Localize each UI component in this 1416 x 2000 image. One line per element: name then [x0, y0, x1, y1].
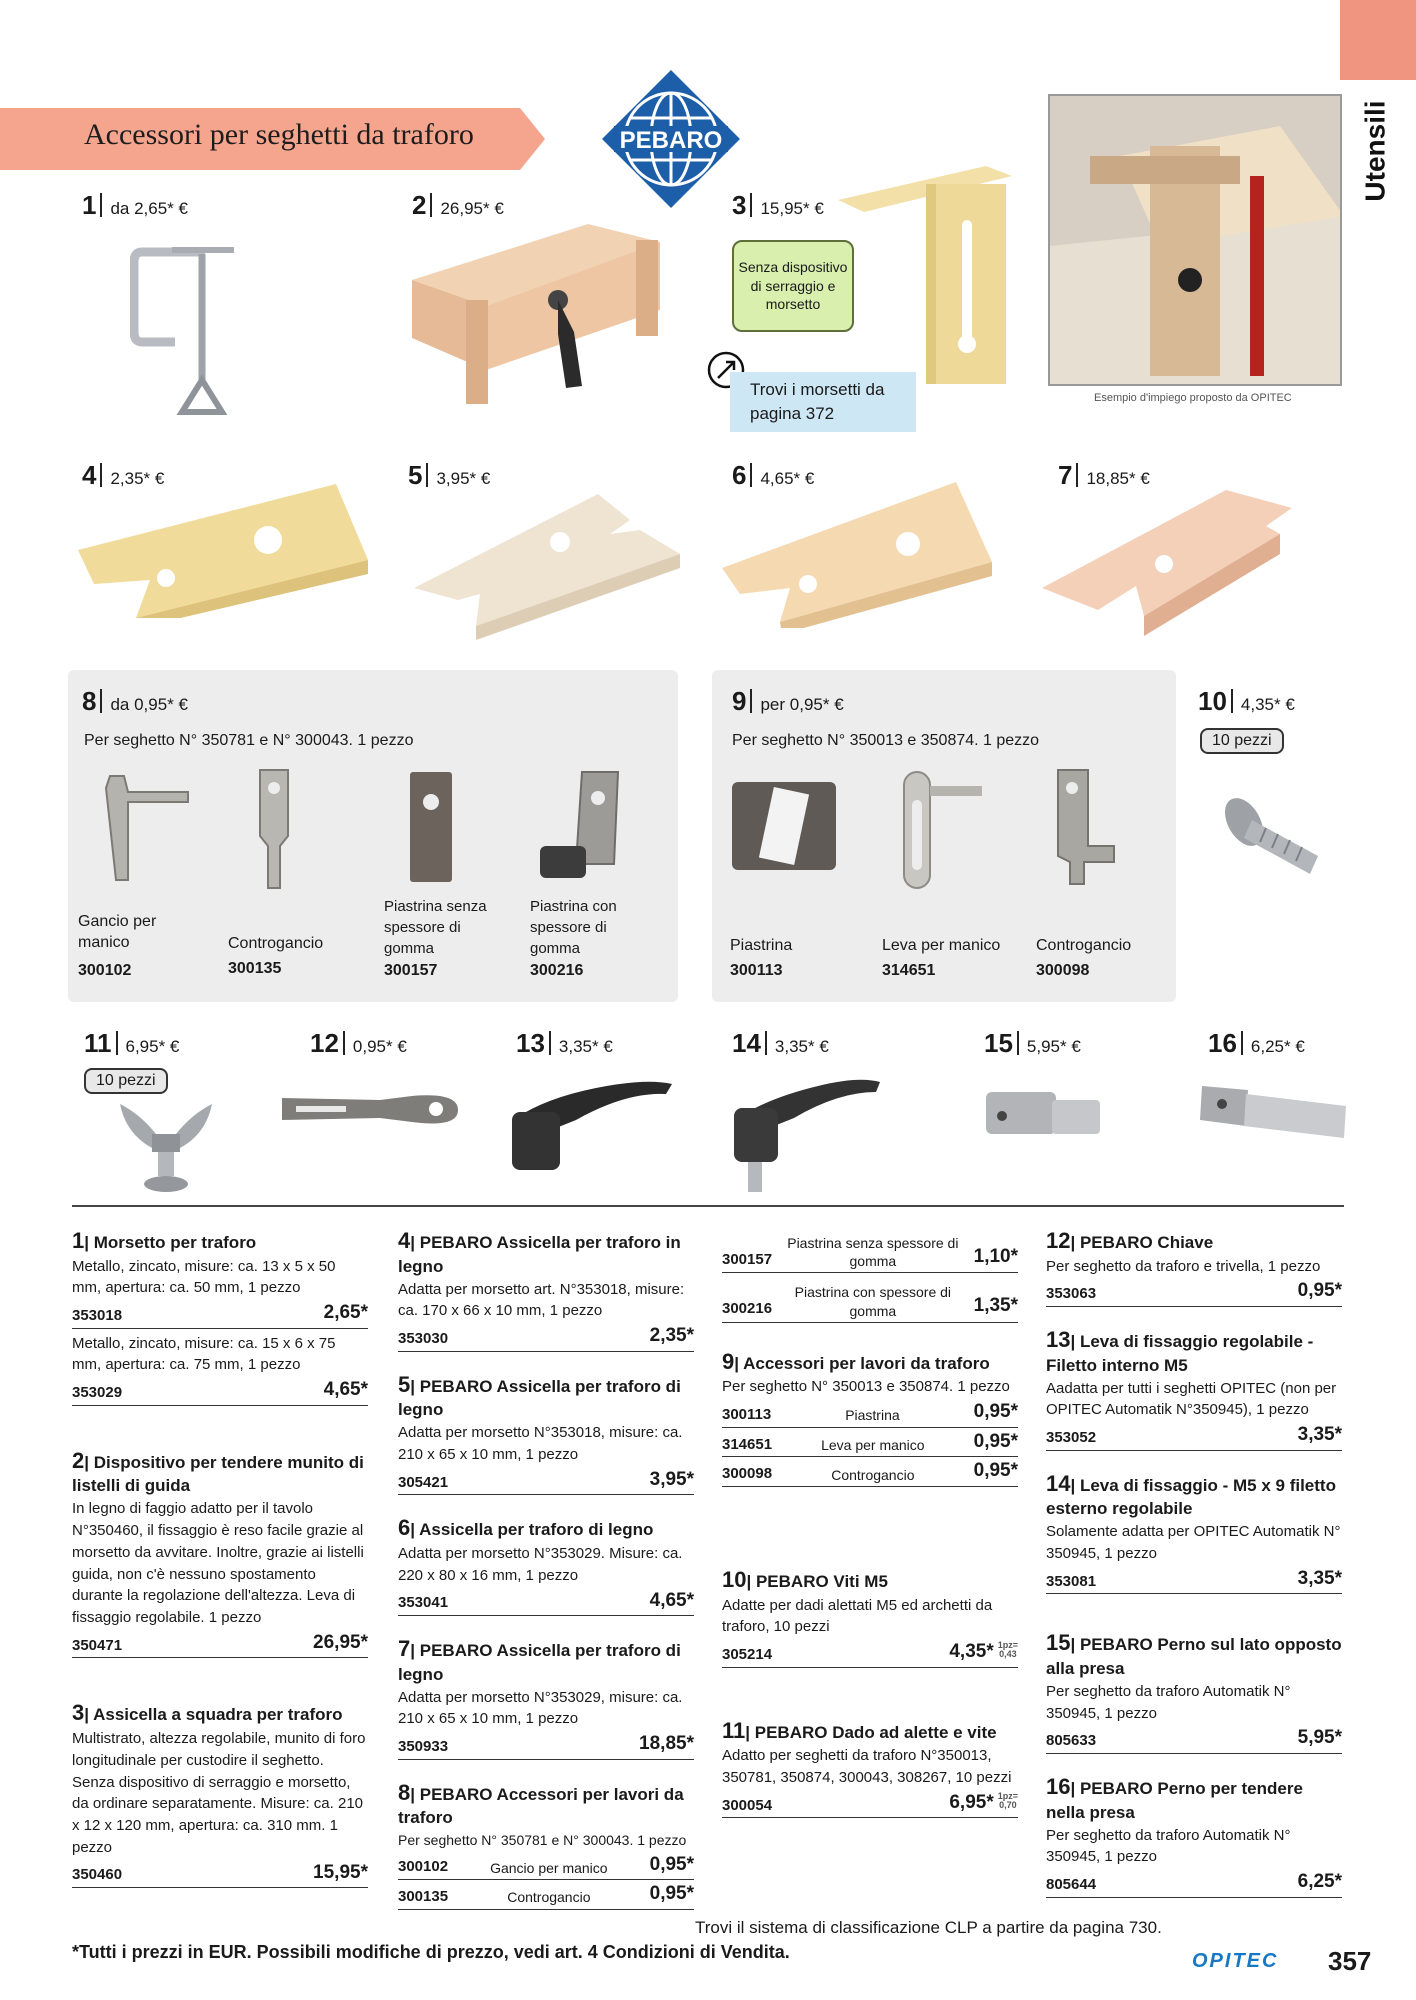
clp-note: Trovi il sistema di classificazione CLP a partire da pagina 730. — [695, 1918, 1162, 1937]
box8-item-label: Controgancio — [228, 935, 324, 952]
square-board-image — [836, 160, 1016, 390]
item-heading-10: 10| PEBARO Viti M5 — [722, 1566, 888, 1592]
box8-item-code: 300135 — [228, 960, 282, 977]
plate-image — [730, 780, 838, 872]
pin-opposite-image — [982, 1086, 1104, 1150]
note-see-clamps: Trovi i morsetti da pagina 372 — [730, 372, 916, 432]
handle-lever-image — [896, 770, 986, 892]
board-image-5 — [410, 490, 682, 640]
key-image — [280, 1090, 460, 1128]
item-heading-7: 7| PEBARO Assicella per traforo di legno — [398, 1636, 681, 1684]
board-image-7 — [1040, 480, 1294, 636]
item-heading-13: 13| Leva di fissaggio regolabile - Filetto interno M5 — [1046, 1326, 1314, 1375]
svg-text:PEBARO: PEBARO — [619, 127, 723, 154]
box9-title: Per seghetto N° 350013 e 350874. 1 pezzo — [732, 732, 1040, 749]
pin-tension-image — [1198, 1080, 1348, 1152]
description-column-4: 12| PEBARO Chiave Per seghetto da traforo e trivella, 1 pezzo 353063 0,95* 13| Leva di fissaggio regolabile - Filetto interno M5 Aadatta per tutti i seghetti OPITEC (non per OPITEC Automatik N°350945), 1 pezzo 353052 3,35* 14| Leva di fissaggio - M5 x 9 filetto esterno regolabile Solamente adatta per OPITEC Automatik N° 350945, 1 pezzo 353081 3,35* 15| PEBARO Perno sul lato opposto alla presa Per seghetto da traforo Automatik N° 350945, 1 pezzo 805633 5,95* 16| PEBARO Perno per tendere nella presa Per seghetto da traforo Automatik N° 350945, 1 pezzo 805644 6,25* — [1046, 1226, 1342, 1898]
photo-caption: Esempio d'impiego proposto da OPITEC — [1094, 392, 1292, 404]
product-label-16: 16 6,25* € — [1208, 1028, 1305, 1058]
item-heading-1: 1| Morsetto per traforo — [72, 1228, 257, 1253]
description-column-2: 4| PEBARO Assicella per traforo in legno Adatta per morsetto art. N°353018, misure: ca. 170 x 66 x 10 mm, 1 pezzo 353030 2,35* 5| PEBARO Assicella per traforo di legno Adatta per morsetto N°353018, misure: ca. 210 x 65 x 10 mm, 1 pezzo 305421 3,95* 6| Assicella per traforo di legno Adatta per morsetto N°353029. Misure: ca. 220 x 80 x 16 mm, 1 pezzo 353041 4,65* 7| PEBARO Assicella per traforo di legno Adatta per morsetto N°353029, misure: ca. 210 x 65 x 10 mm, 1 pezzo 350933 18,85* 8| PEBARO Accessori per lavori da traforo Per seghetto N° 350781 e N° 300043. 1 pezzo 300102 Gancio per manico 0,95* 300135 Controgancio 0,95* — [398, 1226, 694, 1910]
product-label-14: 14 3,35* € — [732, 1028, 829, 1058]
product-label-3: 3 15,95* € — [732, 190, 824, 220]
product-label-15: 15 5,95* € — [984, 1028, 1081, 1058]
note-no-clamp: Senza dispositivo di serraggio e morsetto — [732, 240, 854, 332]
product-label-11: 11 6,95* € — [84, 1028, 180, 1058]
product-label-10: 10 4,35* € — [1198, 686, 1295, 716]
opitec-brand: OPITEC — [1192, 1950, 1279, 1972]
screw-image — [1222, 790, 1328, 886]
box8-item-code: 300216 — [530, 962, 584, 979]
board-image-4 — [76, 478, 370, 618]
item-heading-16: 16| PEBARO Perno per tendere nella presa — [1046, 1774, 1303, 1822]
plate-no-rubber-image — [406, 770, 456, 886]
description-column-3: 300157 Piastrina senza spessore di gomma 1,10* 300216 Piastrina con spessore di gomma 1,35* 9| Accessori per lavori da traforo Per seghetto N° 350013 e 350874. 1 pezzo 300113 Piastrina 0,95* 314651 Leva per manico 0,95* 300098 Controgancio 0,95* 10| PEBARO Viti M5 Adatte per dadi alettati M5 ed archetti da traforo, 10 pezzi 305214 4,35* 1pz= 0,43 11| PEBARO Dado ad alette e vite Adatto per seghetti da traforo N°350013, 350781, 350874, 300043, 308267, 10 pezzi 300054 6,95* 1pz= 0,70 — [722, 1234, 1018, 1818]
product-label-5: 5 3,95* € — [408, 460, 491, 490]
counter-hook-image-9 — [1054, 766, 1122, 894]
lever-internal-image — [506, 1068, 676, 1178]
counter-hook-image — [256, 766, 292, 896]
item-heading-12: 12| PEBARO Chiave — [1046, 1228, 1214, 1253]
handle-hook-image — [98, 768, 192, 888]
box9-item-code: 300113 — [730, 962, 783, 979]
item-heading-15: 15| PEBARO Perno sul lato opposto alla presa — [1046, 1630, 1342, 1679]
box9-item-code: 300098 — [1036, 962, 1090, 979]
corner-tab — [1340, 0, 1416, 80]
section-divider — [72, 1205, 1344, 1207]
product-label-12: 12 0,95* € — [310, 1028, 407, 1058]
item-heading-5: 5| PEBARO Assicella per traforo di legno — [398, 1371, 681, 1420]
product-label-7: 7 18,85* € — [1058, 460, 1150, 490]
item-heading-6: 6| Assicella per traforo di legno — [398, 1515, 654, 1541]
box8-item-label: Piastrina senza spessore di gomma — [384, 898, 487, 957]
item-heading-4: 4| PEBARO Assicella per traforo in legno — [398, 1228, 681, 1276]
box8-item-code: 300157 — [384, 962, 438, 979]
box9-item-label: Leva per manico — [882, 937, 1001, 954]
usage-example-photo — [1048, 94, 1342, 386]
box8-title: Per seghetto N° 350781 e N° 300043. 1 pezzo — [84, 732, 414, 749]
box9-item-label: Piastrina — [730, 937, 793, 954]
board-image-6 — [720, 478, 998, 628]
tensioning-device-image — [408, 210, 668, 410]
price-footnote: *Tutti i prezzi in EUR. Possibili modifiche di prezzo, vedi art. 4 Condizioni di Vendita. — [72, 1942, 790, 1962]
product-label-4: 4 2,35* € — [82, 460, 165, 490]
box9-item-code: 314651 — [882, 962, 936, 979]
box8-item-code: 300102 — [78, 962, 132, 979]
description-column-1: 1| Morsetto per traforo Metallo, zincato, misure: ca. 13 x 5 x 50 mm, apertura: ca. 50 mm, 1 pezzo 353018 2,65* Metallo, zincato, misure: ca. 15 x 6 x 75 mm, apertura: ca. 75 mm, 1 pezzo 353029 4,65* 2| Dispositivo per tendere munito di listelli di guida In legno di faggio adatto per il tavolo N°350460, il fissaggio è reso facile grazie al morsetto da avvitare. Inoltre, grazie ai listelli guida, non c'è nessuno spostamento durante la regolazione dell'altezza. Leva di fissaggio regolabile. 1 pezzo 350471 26,95* 3| Assicella a squadra per traforo Multistrato, altezza regolabile, munito di foro longitudinale per custodire il seghetto. Senza dispositivo di serraggio e morsetto, da ordinare separatamente. Misure: ca. 210 x 12 x 120 mm, apertura: ca. 310 mm. 1 pezzo 350460 15,95* — [72, 1226, 368, 1888]
wing-nut-image — [116, 1090, 216, 1194]
item-heading-8: 8| PEBARO Accessori per lavori da traforo — [398, 1779, 684, 1828]
lever-external-image — [728, 1068, 884, 1198]
page-title: Accessori per seghetti da traforo — [84, 118, 474, 151]
box8-item-label: Gancio per manico — [78, 913, 157, 951]
quantity-badge: 10 pezzi — [84, 1068, 168, 1094]
box9-item-label: Controgancio — [1036, 937, 1132, 954]
section-label: Utensili — [1360, 100, 1392, 202]
product-label-1: 1 da 2,65* € — [82, 190, 188, 220]
item-heading-9: 9| Accessori per lavori da traforo — [722, 1348, 990, 1374]
plate-rubber-image — [536, 770, 622, 886]
product-label-9: 9 per 0,95* € — [732, 686, 844, 716]
item-heading-14: 14| Leva di fissaggio - M5 x 9 filetto esterno regolabile — [1046, 1470, 1336, 1519]
quantity-badge: 10 pezzi — [1200, 728, 1284, 754]
box8-item-label: Piastrina con spessore di gomma — [530, 898, 617, 957]
pebaro-logo — [600, 68, 742, 210]
product-label-13: 13 3,35* € — [516, 1028, 613, 1058]
product-label-8: 8 da 0,95* € — [82, 686, 188, 716]
product-label-6: 6 4,65* € — [732, 460, 815, 490]
product-label-2: 2 26,95* € — [412, 190, 504, 220]
item-heading-2: 2| Dispositivo per tendere munito di listelli di guida — [72, 1447, 364, 1496]
page-number: 357 — [1328, 1946, 1372, 1976]
clamp-image — [130, 240, 240, 420]
item-heading-3: 3| Assicella a squadra per traforo — [72, 1700, 343, 1726]
item-heading-11: 11| PEBARO Dado ad alette e vite — [722, 1717, 997, 1743]
